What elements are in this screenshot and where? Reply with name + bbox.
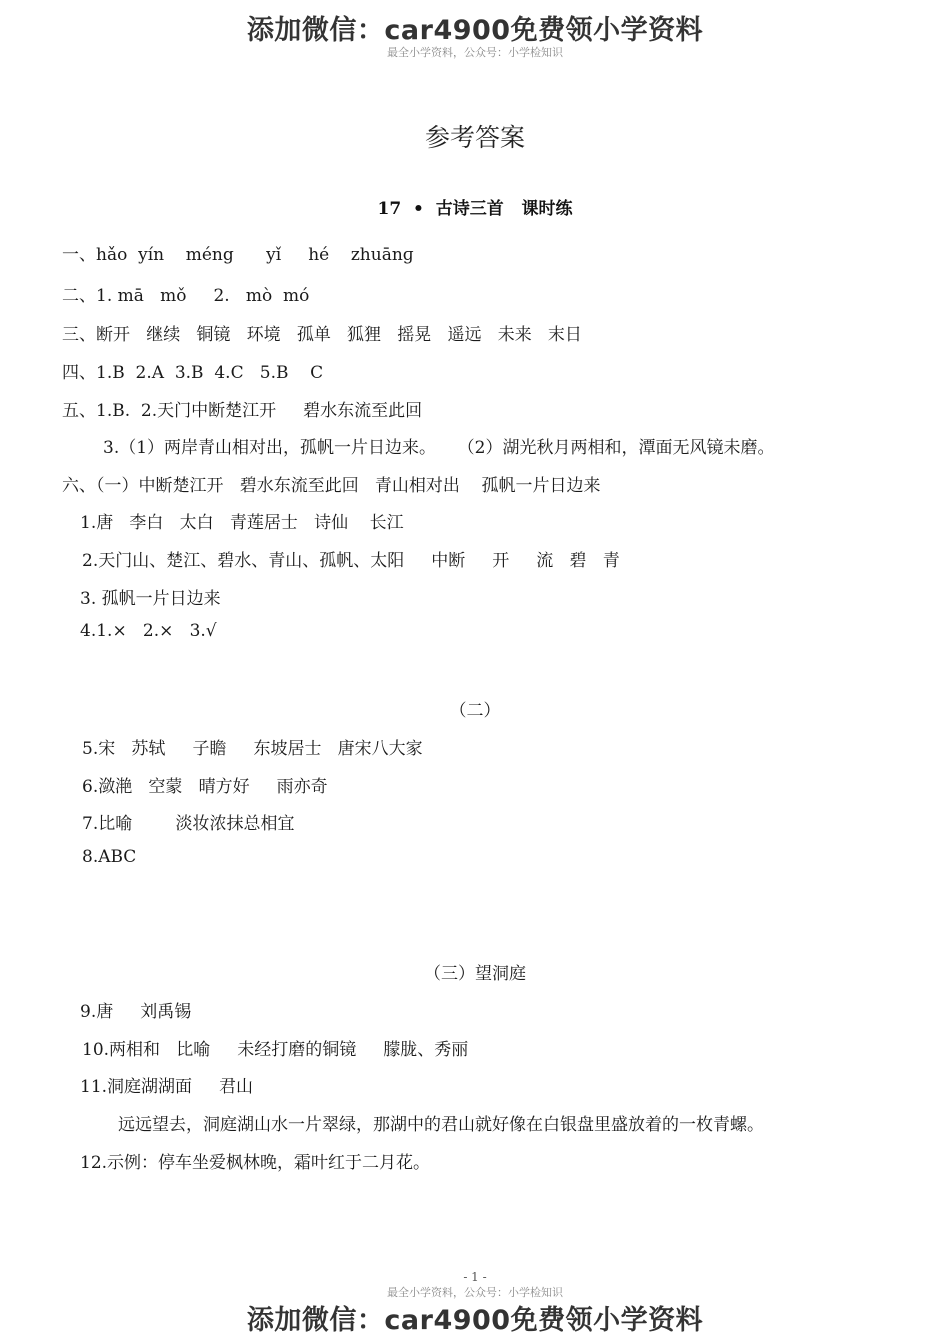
answer-line-7: 六、（一）中断楚江开 碧水东流至此回 青山相对出 孤帆一片日边来 xyxy=(62,476,601,496)
watermark-banner-bottom: 添加微信：car4900免费领小学资料 xyxy=(246,1305,704,1336)
answer-line-13: 6.潋滟 空蒙 晴方好 雨亦奇 xyxy=(82,777,328,797)
answer-line-2: 二、1. mā mǒ 2. mò mó xyxy=(62,286,310,306)
answer-line-10: 3. 孤帆一片日边来 xyxy=(80,589,221,609)
answer-line-14: 7.比喻 淡妆浓抹总相宜 xyxy=(82,814,295,834)
answer-line-19: 远远望去，洞庭湖山水一片翠绿，那湖中的君山就好像在白银盘里盛放着的一枚青螺。 xyxy=(118,1115,764,1135)
faint-footer-text: 最全小学资料，公众号：小学检知识 xyxy=(387,1286,563,1299)
answer-line-16: 9.唐 刘禹锡 xyxy=(80,1002,192,1022)
section-heading-2: （二） xyxy=(449,701,501,721)
answer-line-3: 三、断开 继续 铜镜 环境 孤单 狐狸 摇晃 遥远 未来 末日 xyxy=(62,325,582,345)
page-number: - 1 - xyxy=(463,1270,487,1284)
answer-line-18: 11.洞庭湖湖面 君山 xyxy=(80,1077,254,1097)
answer-line-1: 一、hǎo yín méng yǐ hé zhuānɡ xyxy=(62,245,414,265)
section-heading-3: （三）望洞庭 xyxy=(424,964,526,984)
answer-line-20: 12.示例：停车坐爱枫林晚，霜叶红于二月花。 xyxy=(80,1153,431,1173)
answer-line-6: 3.（1）两岸青山相对出，孤帆一片日边来。 （2）湖光秋月两相和，潭面无风镜未磨。 xyxy=(103,438,775,458)
answer-line-12: 5.宋 苏轼 子瞻 东坡居士 唐宋八大家 xyxy=(82,739,423,759)
section-subtitle: 17 • 古诗三首 课时练 xyxy=(377,199,573,219)
answer-line-15: 8.ABC xyxy=(82,847,137,867)
answer-line-5: 五、1.B. 2.天门中断楚江开 碧水东流至此回 xyxy=(62,401,423,421)
page-title: 参考答案 xyxy=(424,123,525,152)
watermark-banner-top: 添加微信：car4900免费领小学资料 xyxy=(246,15,704,46)
answer-line-9: 2.天门山、楚江、碧水、青山、孤帆、太阳 中断 开 流 碧 青 xyxy=(82,551,620,571)
answer-line-17: 10.两相和 比喻 未经打磨的铜镜 朦胧、秀丽 xyxy=(82,1040,469,1060)
answer-line-8: 1.唐 李白 太白 青莲居士 诗仙 长江 xyxy=(80,513,404,533)
faint-header-text: 最全小学资料，公众号：小学检知识 xyxy=(387,46,563,59)
answer-line-4: 四、1.B 2.A 3.B 4.C 5.B C xyxy=(62,363,324,383)
answer-line-11: 4.1.× 2.× 3.√ xyxy=(80,621,217,641)
